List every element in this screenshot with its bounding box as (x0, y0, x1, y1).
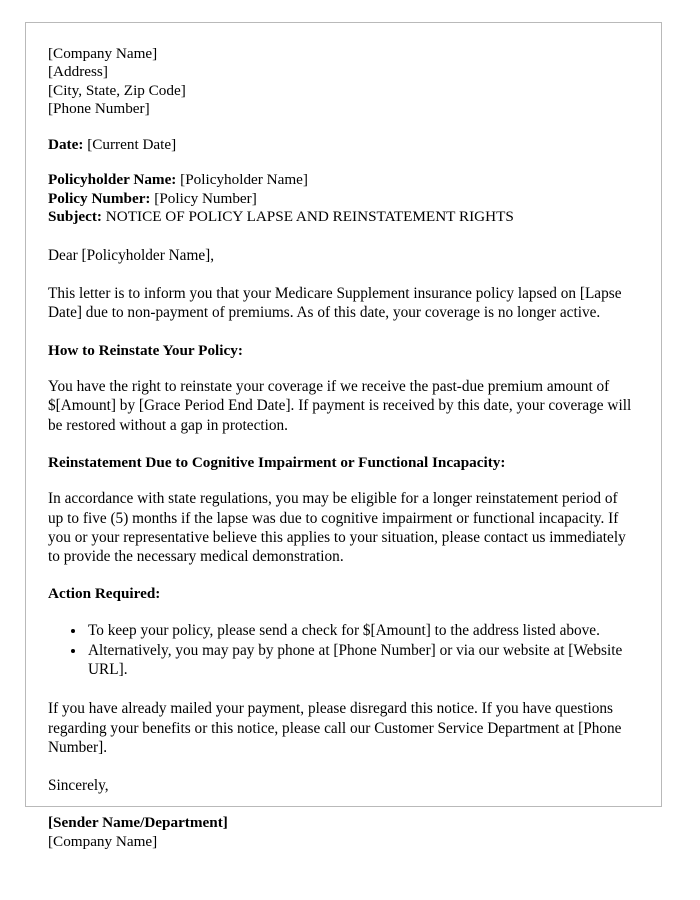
sender-address-block (48, 45, 634, 119)
subject-value: NOTICE OF POLICY LAPSE AND REINSTATEMENT RIGHTS (105, 208, 514, 226)
list-item: • Alternatively, you may pay by phone at [Phone Number] or via our website at [Website URL]. (86, 641, 634, 679)
intro-paragraph: This letter is to inform you that your Medicare Supplement insurance policy lapsed on [Lapse Date] due to non-payment of premiums. As of this date, your coverage is no longer active. (48, 285, 622, 322)
list-item: • To keep your policy, please send a check for $[Amount] to the address listed above. (86, 621, 634, 640)
spacer (48, 566, 634, 585)
document-body (48, 45, 634, 850)
spacer (48, 757, 634, 776)
sincerely-line: Sincerely, (48, 777, 109, 795)
salutation: Dear [Policyholder Name], (48, 247, 215, 264)
reinstate-paragraph: You have the right to reinstate your coverage if we receive the past-due premium amount of $[Amount] by [Grace Period End Date]. If payment is received by this date, your coverage will be restored without a gap in protection. (48, 378, 632, 434)
spacer (48, 227, 634, 246)
date-label: Date: (48, 135, 84, 153)
sender-address: [Address] (48, 63, 108, 81)
subject-line (48, 208, 634, 227)
closing-paragraph: If you have already mailed your payment, please disregard this notice. If you have questions regarding your benefits or this notice, please call our Customer Service Department at [Phone Number]. (48, 700, 622, 756)
document-page (25, 22, 662, 850)
spacer (48, 472, 634, 489)
policyholder-label: Policyholder Name: (48, 171, 177, 189)
spacer (48, 323, 634, 342)
subject-label: Subject: (48, 208, 102, 226)
heading-cognitive-impairment: Reinstatement Due to Cognitive Impairment or Functional Incapacity: (48, 453, 506, 471)
date-line (48, 136, 634, 155)
spacer (48, 360, 634, 377)
sender-company-name: [Company Name] (48, 45, 158, 62)
sender-signature-company: [Company Name] (48, 832, 158, 850)
spacer (48, 265, 634, 284)
spacer (48, 680, 634, 699)
spacer (48, 154, 634, 171)
sender-city-state-zip: [City, State, Zip Code] (48, 81, 186, 99)
spacer (48, 435, 634, 454)
date-value: [Current Date] (87, 135, 177, 153)
policyholder-value: [Policyholder Name] (180, 171, 308, 189)
spacer (48, 119, 634, 136)
heading-action-required: Action Required: (48, 585, 161, 603)
spacer (48, 795, 634, 814)
spacer (48, 604, 634, 621)
policy-number-value: [Policy Number] (154, 189, 257, 207)
policy-number-line (48, 190, 634, 209)
cognitive-paragraph: In accordance with state regulations, you may be eligible for a longer reinstatement period of up to five (5) months if the lapse was due to cognitive impairment or functional incapacity. If you or your representative believe this applies to your situation, please contact us immediately to provide the necessary medical demonstration. (48, 490, 626, 566)
action-required-list (48, 621, 634, 680)
heading-how-to-reinstate: How to Reinstate Your Policy: (48, 341, 243, 359)
policy-number-label: Policy Number: (48, 189, 151, 207)
policyholder-line (48, 171, 634, 190)
sender-signature-name: [Sender Name/Department] (48, 814, 228, 832)
sender-phone-number: [Phone Number] (48, 100, 150, 118)
